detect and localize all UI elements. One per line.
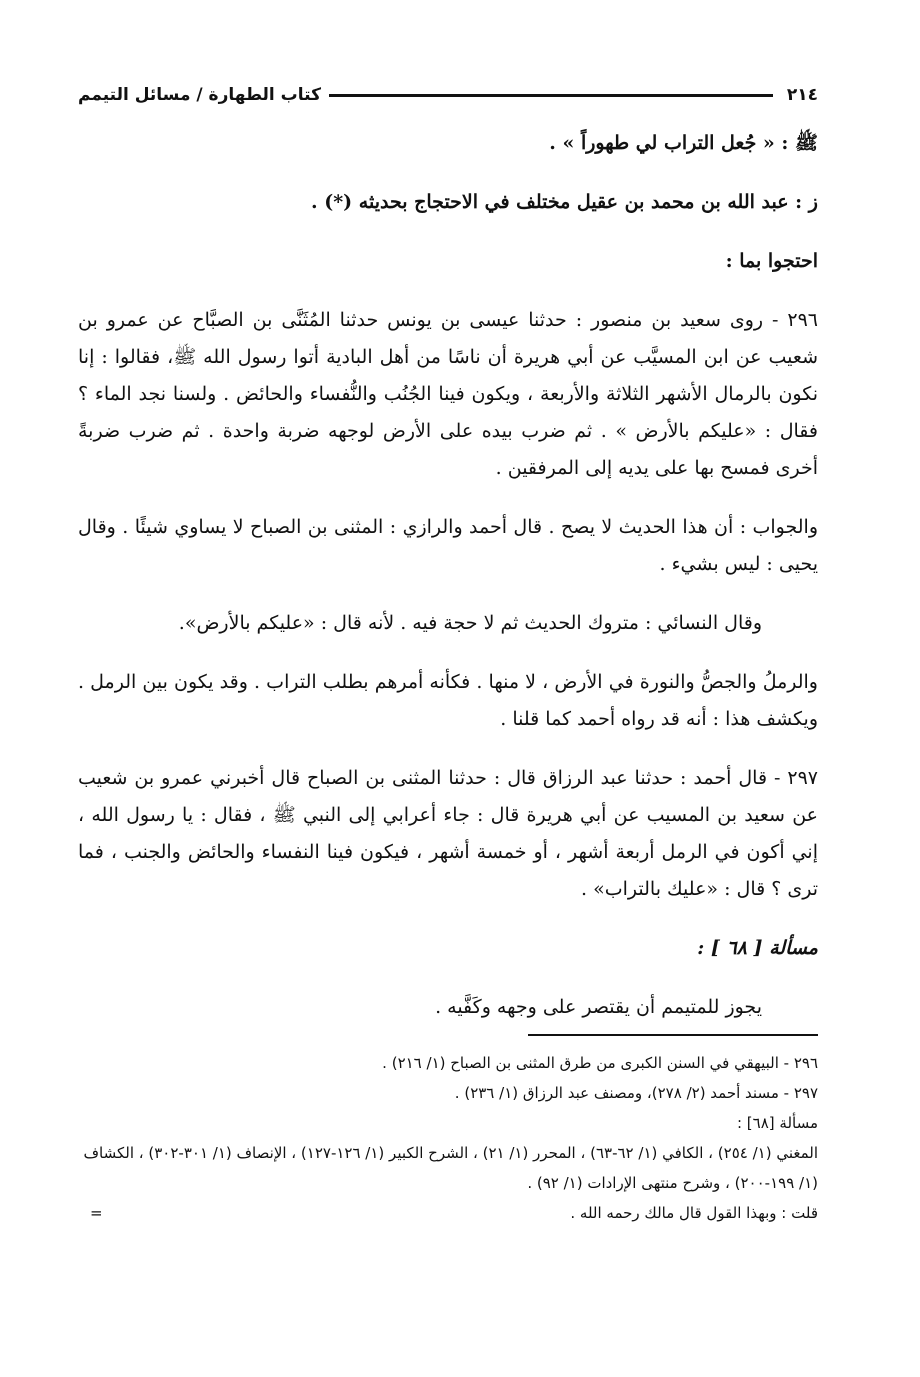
book-page: [78, 80, 818, 1350]
sand-paragraph: والرملُ والجصُّ والنورة في الأرض ، لا منها . فكأنه أمرهم بطلب التراب . وقد يكون بين الرمل . ويكشف هذا : أنه قد رواه أحمد كما قلنا .: [78, 671, 818, 730]
footnote-separator: [528, 1034, 818, 1036]
narrator-note: ز : عبد الله بن محمد بن عقيل مختلف في الاحتجاج بحديثه (*) .: [311, 191, 818, 213]
hadith-296: ٢٩٦ - روى سعيد بن منصور : حدثنا عيسى بن يونس حدثنا المُثَنَّى بن الصبَّاح عن عمرو بن شعيب عن ابن المسيَّب عن أبي هريرة أن ناسًا من أهل البادية أتوا رسول الله ﷺ، فقالوا : إنا نكون بالرمال الأشهر الثلاثة والأربعة ، ويكون فينا الجُنُب والنُّفساء والحائض . ولسنا نجد الماء ؟ فقال : «عليكم بالأرض » . ثم ضرب بيده على الأرض لوجهه ضربة واحدة . ثم ضرب ضربةً أخرى فمسح بها على يديه إلى المرفقين .: [78, 309, 818, 479]
footnote-masala-references: المغني (١/ ٢٥٤) ، الكافي (١/ ٦٢-٦٣) ، المحرر (١/ ٢١) ، الشرح الكبير (١/ ١٢٦-١٢٧) ، الإنصاف (١/ ٣٠١-٣٠٢) ، الكشاف (١/ ١٩٩-٢٠٠) ، وشرح منتهى الإرادات (١/ ٩٢) .: [83, 1144, 818, 1192]
argument-heading: احتجوا بما :: [725, 250, 818, 272]
hadith-fragment: ﷺ : « جُعل التراب لي طهوراً » .: [549, 132, 818, 154]
nasai-paragraph: وقال النسائي : متروك الحديث ثم لا حجة فيه . لأنه قال : «عليكم بالأرض».: [178, 612, 762, 634]
footnote-296: ٢٩٦ - البيهقي في السنن الكبرى من طرق المثنى بن الصباح (١/ ٢١٦) .: [382, 1054, 818, 1072]
running-title: كتاب الطهارة / مسائل التيمم: [78, 85, 321, 105]
continuation-mark: =: [90, 1204, 103, 1222]
masala-ruling: يجوز للمتيمم أن يقتصر على وجهه وكَفَّيه .: [435, 996, 762, 1018]
footnotes: [78, 1048, 818, 1228]
hadith-297: ٢٩٧ - قال أحمد : حدثنا عبد الرزاق قال : حدثنا المثنى بن الصباح قال أخبرني عمرو بن شعيب عن سعيد بن المسيب عن أبي هريرة قال : جاء أعرابي إلى النبي ﷺ ، فقال : يا رسول الله ، إني أكون في الرمل أربعة أشهر ، أو خمسة أشهر ، فيكون فينا النفساء والحائض والجنب ، فما ترى ؟ قال : «عليك بالتراب» .: [78, 767, 818, 900]
header-rule: [329, 94, 773, 97]
footnote-remark: قلت : وبهذا القول قال مالك رحمه الله .: [570, 1204, 818, 1222]
main-text: [78, 110, 818, 1026]
page-header: [78, 80, 818, 110]
footnote-297: ٢٩٧ - مسند أحمد (٢/ ٢٧٨)، ومصنف عبد الرزاق (١/ ٢٣٦) .: [454, 1084, 818, 1102]
response-paragraph: والجواب : أن هذا الحديث لا يصح . قال أحمد والرازي : المثنى بن الصباح لا يساوي شيئًا . وقال يحيى : ليس بشيء .: [78, 516, 818, 575]
footnote-masala-heading: مسألة [٦٨] :: [736, 1114, 818, 1132]
page-number: ٢١٤: [786, 85, 818, 105]
masala-heading: مسألة [ ٦٨ ] :: [697, 937, 818, 959]
